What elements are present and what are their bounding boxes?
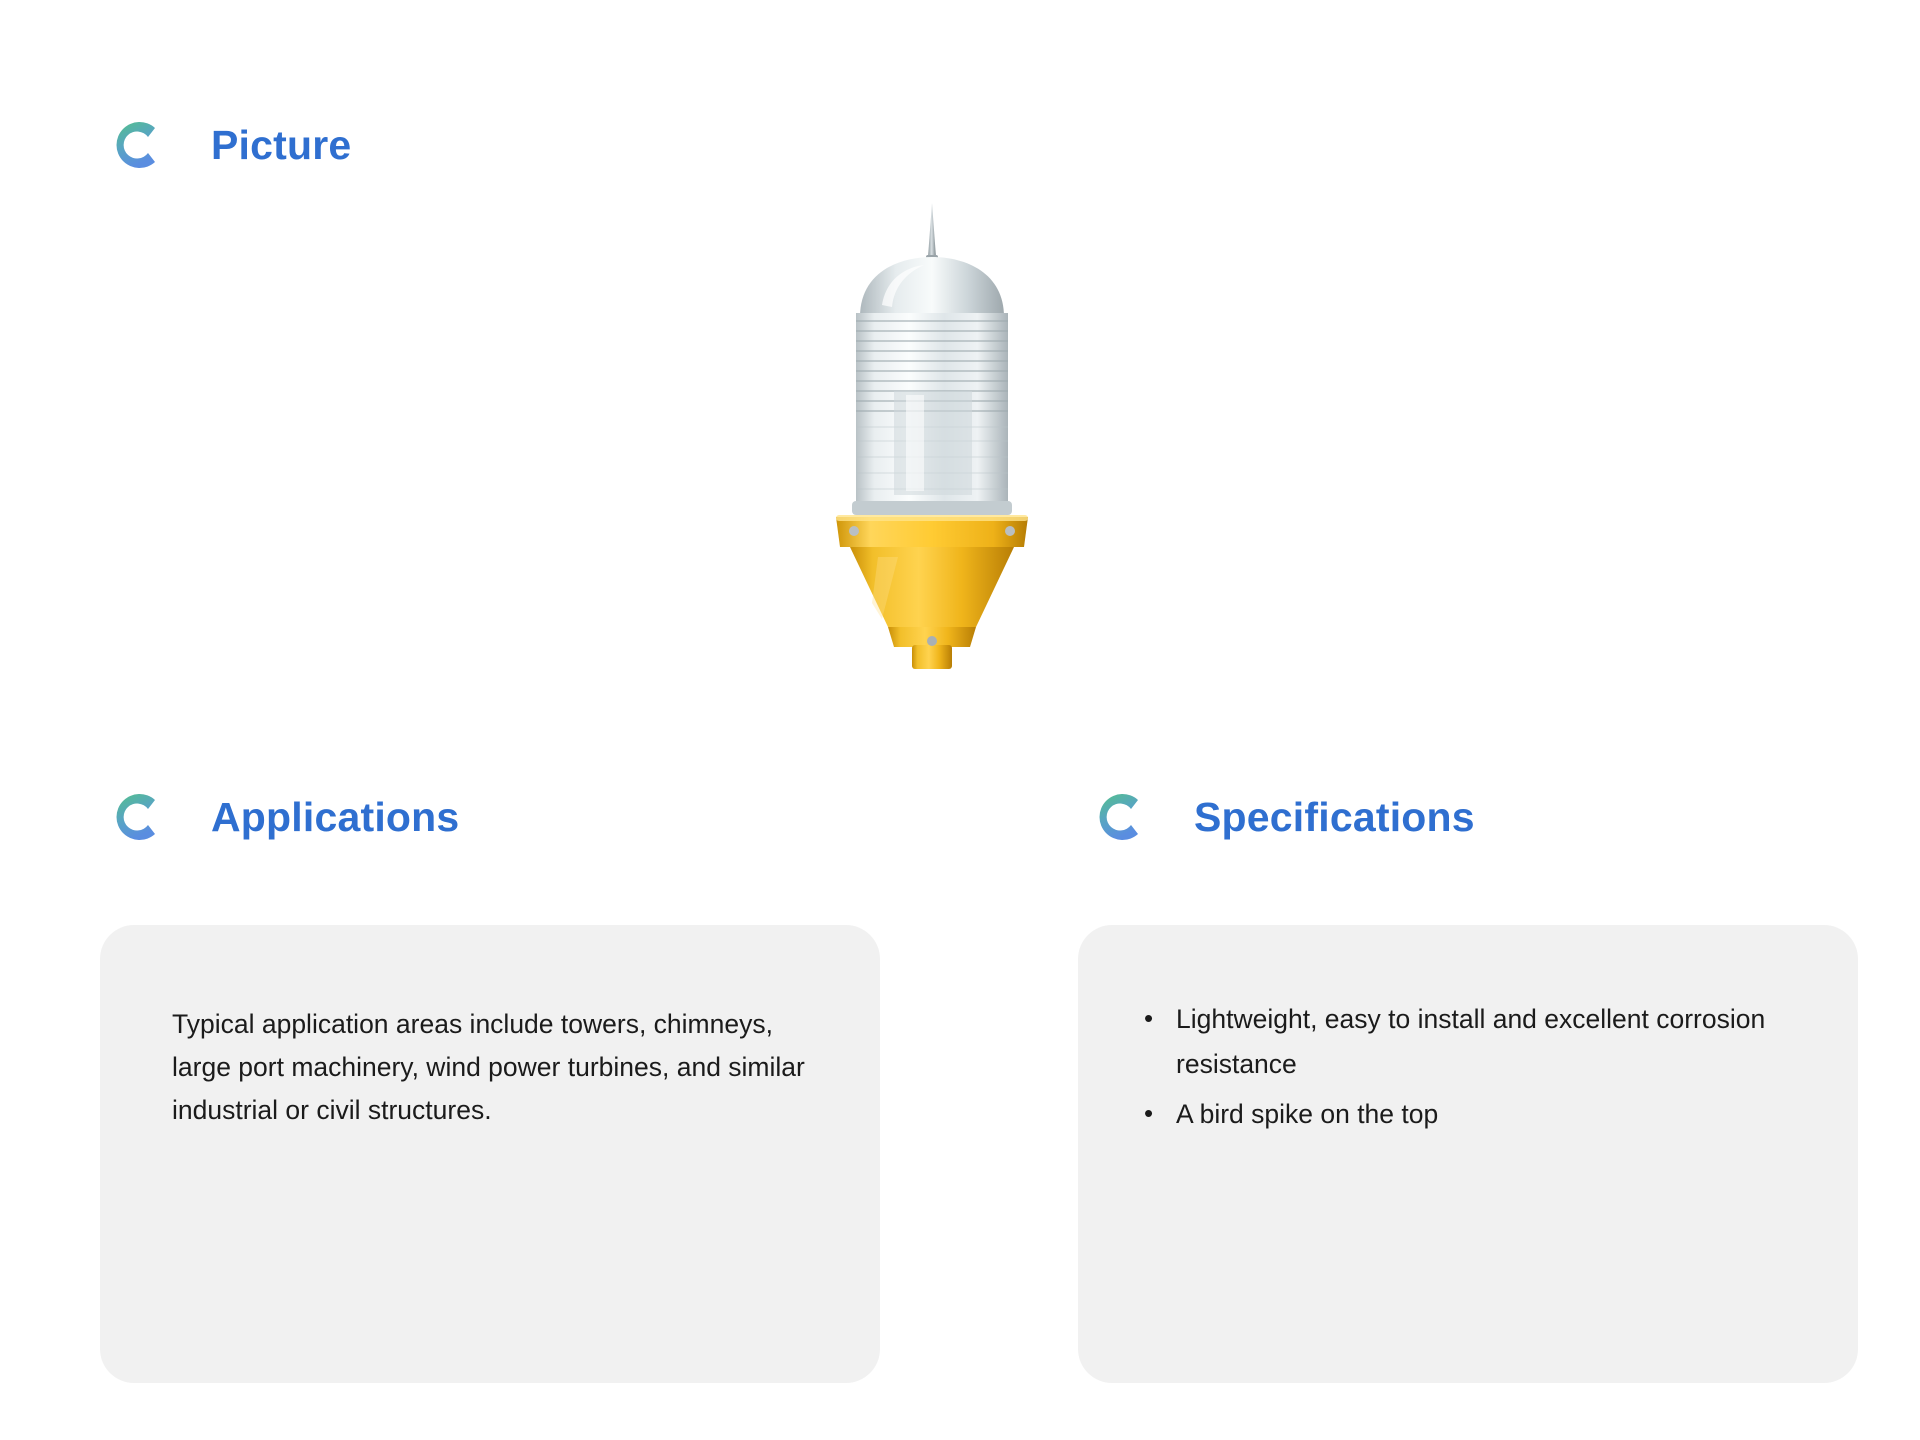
applications-card	[100, 925, 880, 1383]
section-title-specifications: Specifications	[1194, 793, 1475, 840]
specifications-card	[1078, 925, 1858, 1383]
specifications-list	[1136, 997, 1804, 1137]
applications-card-body	[100, 925, 880, 1132]
section-header-specifications	[1088, 784, 1475, 850]
c-logo-icon	[105, 112, 171, 178]
list-item: • A bird spike on the top	[1136, 1092, 1804, 1137]
applications-text: Typical application areas include towers, chimneys, large port machinery, wind power turbines, and similar industrial or civil structures.	[172, 1009, 805, 1125]
section-header-applications	[105, 784, 459, 850]
specifications-card-body	[1078, 925, 1858, 1137]
section-title-applications: Applications	[211, 793, 460, 840]
product-image	[820, 195, 1120, 685]
c-logo-icon	[105, 784, 171, 850]
section-header-picture	[105, 112, 351, 178]
section-title-picture: Picture	[211, 121, 352, 168]
c-logo-icon	[1088, 784, 1154, 850]
list-item: • Lightweight, easy to install and excellent corrosion resistance	[1136, 997, 1804, 1086]
